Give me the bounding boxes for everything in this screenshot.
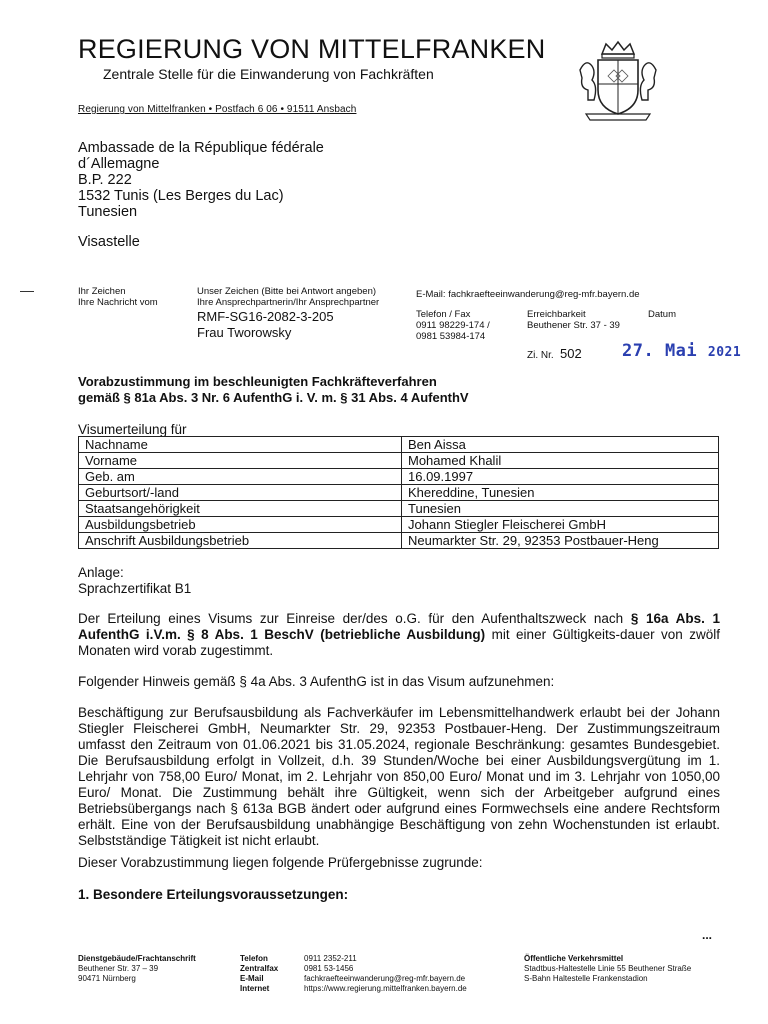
- attachment: [78, 565, 191, 597]
- address-line: d´Allemagne: [78, 156, 160, 172]
- subject-line-1: Vorabzustimmung im beschleunigten Fachkräfteverfahren: [78, 374, 437, 389]
- address-line: 1532 Tunis (Les Berges du Lac): [78, 188, 284, 204]
- paragraph-hint-intro: Folgender Hinweis gemäß § 4a Abs. 3 AufenthG ist in das Visum aufzunehmen:: [78, 674, 555, 689]
- continuation-dots: ...: [702, 928, 713, 942]
- table-cell-value: Johann Stiegler Fleischerei GmbH: [402, 517, 719, 533]
- ihre-nachricht-label: Ihre Nachricht vom: [78, 297, 158, 308]
- paragraph-visa-note: Beschäftigung zur Berufsausbildung als Fachverkäufer im Lebensmittelhandwerk erlaubt bei der Johann Stiegler Fleischerei GmbH, Neumarkter Str. 29, 92353 Postbauer-Heng. Der Zustimmungszeitraum umfasst den Zeitraum von 01.06.2021 bis 31.05.2024, regionale Beschränkung: gesamtes Bundesgebiet. Die Berufsausbildung erfolgt in Vollzeit, d.h. 39 Stunden/Woche bei einer Ausbildungsvergütung im 1. Lehrjahr von 758,00 Euro/ Monat, im 2. Lehrjahr von 850,00 Euro/ Monat und im 3. Lehrjahr von 1050,00 Euro/ Monat. Die Zustimmung behält ihre Gültigkeit, wenn sich der Arbeitgeber aufgrund eines Betriebsübergangs nach § 613a BGB ändert oder aufgrund eines Formwechsels eine andere Rechtsform erhält. Eine von der Berufsausbildung unabhängige Beschäftigung von zehn Wochenstunden ist erlaubt. Selbstständige Tätigkeit ist nicht erlaubt.: [78, 705, 720, 848]
- subject-line-2: gemäß § 81a Abs. 3 Nr. 6 AufenthG i. V. m. § 31 Abs. 4 AufenthV: [78, 390, 469, 405]
- contact-email: E-Mail: fachkraefteeinwanderung@reg-mfr.bayern.de: [416, 289, 640, 300]
- datum-label: Datum: [648, 309, 676, 320]
- table-row: [79, 469, 719, 485]
- table-cell-value: Mohamed Khalil: [402, 453, 719, 469]
- bavarian-coat-of-arms-icon: [572, 40, 664, 122]
- footer-email-link[interactable]: fachkraefteeinwanderung@reg-mfr.bayern.de: [304, 974, 466, 983]
- unser-zeichen-label: Unser Zeichen (Bitte bei Antwort angeben): [197, 286, 377, 297]
- footer-phone: 0911 2352-211: [304, 954, 357, 963]
- table-row: [79, 517, 719, 533]
- table-cell-value: Tunesien: [402, 501, 719, 517]
- table-cell-label: Staatsangehörigkeit: [79, 501, 402, 517]
- date-stamp-day: 27. Mai: [622, 341, 698, 361]
- fold-mark: [20, 291, 34, 292]
- contact-person: Frau Tworowsky: [197, 325, 292, 340]
- table-cell-value: 16.09.1997: [402, 469, 719, 485]
- paragraph-consent-legal-basis: § 16a Abs. 1 AufenthG i.V.m. § 8 Abs. 1 BeschV (betriebliche Ausbildung): [78, 611, 720, 642]
- footer-contact-label: Internet: [240, 984, 270, 993]
- footer-contact-labels: [240, 954, 278, 994]
- footer-transit: [524, 954, 691, 984]
- table-cell-value: Ben Aissa: [402, 437, 719, 453]
- table-cell-label: Nachname: [79, 437, 402, 453]
- telefon-label: Telefon / Fax: [416, 309, 471, 320]
- table-row: [79, 501, 719, 517]
- table-cell-label: Geb. am: [79, 469, 402, 485]
- date-stamp: [622, 341, 741, 361]
- zi-nr-label: Zi. Nr.: [527, 350, 554, 361]
- footer-transit-line: Stadtbus-Haltestelle Linie 55 Beuthener Straße: [524, 964, 692, 973]
- footer-building-line: 90471 Nürnberg: [78, 974, 136, 983]
- table-cell-label: Ausbildungsbetrieb: [79, 517, 402, 533]
- person-data-table: [78, 436, 719, 549]
- ihr-zeichen-label: Ihr Zeichen: [78, 286, 126, 297]
- ansprechpartner-label: Ihre Ansprechpartnerin/Ihr Ansprechpartner: [197, 297, 380, 308]
- footer-transit-line: S-Bahn Haltestelle Frankenstadion: [524, 974, 648, 983]
- footer-contact-values: [304, 954, 467, 994]
- paragraph-consent: [78, 611, 720, 659]
- address-line: Tunesien: [78, 204, 138, 220]
- attachment-item: Sprachzertifikat B1: [78, 581, 192, 596]
- table-row: [79, 453, 719, 469]
- address-line: Ambassade de la République fédérale: [78, 140, 324, 156]
- recipient-department: Visastelle: [78, 234, 140, 250]
- paragraph-consent-intro: Der Erteilung eines Visums zur Einreise der/des o.G. für den Aufenthaltszweck nach: [78, 611, 624, 626]
- table-row: [79, 533, 719, 549]
- section-heading-1: 1. Besondere Erteilungsvoraussetzungen:: [78, 887, 349, 902]
- attachment-label: Anlage:: [78, 565, 124, 580]
- table-cell-value: Neumarkter Str. 29, 92353 Postbauer-Heng: [402, 533, 719, 549]
- telefon-number-2: 0981 53984-174: [416, 331, 486, 342]
- table-cell-label: Geburtsort/-land: [79, 485, 402, 501]
- table-cell-label: Vorname: [79, 453, 402, 469]
- footer-transit-label: Öffentliche Verkehrsmittel: [524, 954, 624, 963]
- table-row: [79, 485, 719, 501]
- reference-number: RMF-SG16-2082-3-205: [197, 309, 334, 324]
- subject: [78, 374, 469, 406]
- telefon-number-1: 0911 98229-174 /: [416, 320, 490, 331]
- zi-nr-value: 502: [560, 346, 582, 361]
- erreichbarkeit-value: Beuthener Str. 37 - 39: [527, 320, 620, 331]
- footer-building: [78, 954, 196, 984]
- authority-subtitle: Zentrale Stelle für die Einwanderung von Fachkräften: [103, 66, 434, 82]
- table-row: [79, 437, 719, 453]
- footer-building-line: Beuthener Str. 37 – 39: [78, 964, 159, 973]
- table-cell-value: Khereddine, Tunesien: [402, 485, 719, 501]
- visa-for-label: Visumerteilung für: [78, 422, 187, 437]
- footer-contact-label: E-Mail: [240, 974, 264, 983]
- date-stamp-year: 2021: [707, 345, 742, 360]
- address-line: B.P. 222: [78, 172, 132, 188]
- footer-contact-label: Zentralfax: [240, 964, 279, 973]
- erreichbarkeit-label: Erreichbarkeit: [527, 309, 586, 320]
- footer-contact-label: Telefon: [240, 954, 268, 963]
- footer-fax: 0981 53-1456: [304, 964, 354, 973]
- paragraph-results-intro: Dieser Vorabzustimmung liegen folgende Prüfergebnisse zugrunde:: [78, 855, 483, 870]
- footer-website-link[interactable]: https://www.regierung.mittelfranken.bayern.de: [304, 984, 467, 993]
- footer-building-label: Dienstgebäude/Frachtanschrift: [78, 954, 196, 963]
- authority-title: REGIERUNG VON MITTELFRANKEN: [78, 34, 546, 64]
- sender-return-address: Regierung von Mittelfranken • Postfach 6 06 • 91511 Ansbach: [78, 104, 357, 115]
- table-cell-label: Anschrift Ausbildungsbetrieb: [79, 533, 402, 549]
- paragraph-consent-end: mit einer Gültigkeits-dauer von zwölf Monaten wird vorab zugestimmt.: [78, 627, 720, 658]
- recipient-address: [78, 140, 324, 220]
